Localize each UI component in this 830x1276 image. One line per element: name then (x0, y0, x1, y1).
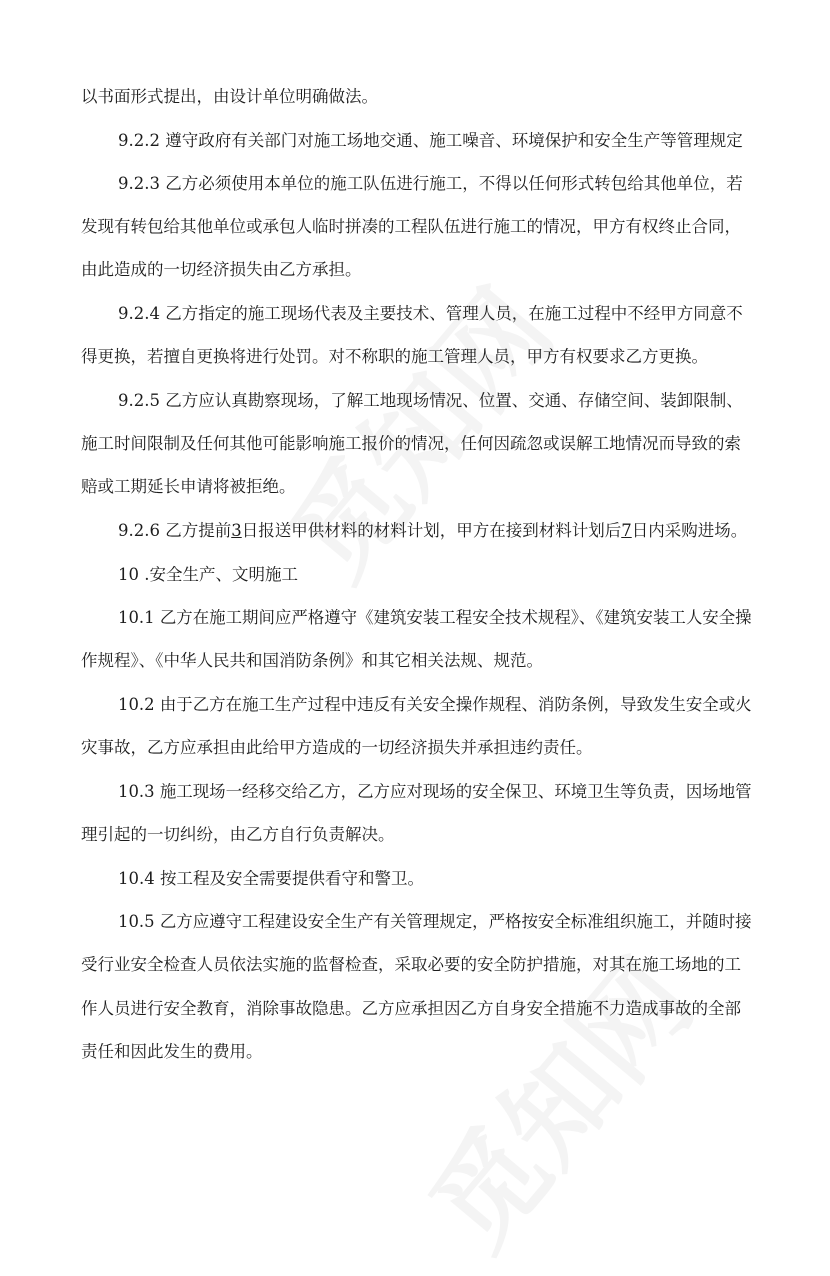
text-line: 10.1 乙方在施工期间应严格遵守《建筑安装工程安全技术规程》、《建筑安装工人安全操 (118, 608, 752, 627)
text-line: 赔或工期延长申请将被拒绝。 (81, 477, 296, 496)
materials-text-1: 9.2.6 乙方提前 (118, 521, 232, 540)
text-line: 责任和因此发生的费用。 (81, 1042, 263, 1061)
section-heading: 10 .安全生产、文明施工 (118, 565, 298, 584)
days-before-value: 3 (231, 521, 242, 540)
text-line: 9.2.5 乙方应认真勘察现场，了解工地现场情况、位置、交通、存储空间、装卸限制、 (118, 391, 743, 410)
text-line: 发现有转包给其他单位或承包人临时拼凑的工程队伍进行施工的情况，甲方有权终止合同， (81, 217, 741, 236)
text-line: 灾事故，乙方应承担由此给甲方造成的一切经济损失并承担违约责任。 (81, 738, 593, 757)
materials-text-2: 日报送甲供材料的材料计划，甲方在接到材料计划后 (241, 521, 622, 540)
text-line: 以书面形式提出，由设计单位明确做法。 (81, 87, 378, 106)
materials-text-3: 日内采购进场。 (631, 521, 748, 540)
text-line: 10.2 由于乙方在施工生产过程中违反有关安全操作规程、消防条例，导致发生安全或火 (118, 695, 752, 714)
text-line: 9.2.4 乙方指定的施工现场代表及主要技术、管理人员，在施工过程中不经甲方同意不 (118, 304, 743, 323)
text-line: 9.2.3 乙方必须使用本单位的施工队伍进行施工，不得以任何形式转包给其他单位，若 (118, 174, 743, 193)
text-line: 得更换，若擅自更换将进行处罚。对不称职的施工管理人员，甲方有权要求乙方更换。 (81, 347, 708, 366)
text-line: 9.2.2 遵守政府有关部门对施工场地交通、施工噪音、环境保护和安全生产等管理规定 (118, 131, 743, 150)
text-line: 10.3 施工现场一经移交给乙方，乙方应对现场的安全保卫、环境卫生等负责，因场地管 (118, 782, 752, 801)
text-line: 作人员进行安全教育，消除事故隐患。乙方应承担因乙方自身安全措施不力造成事故的全部 (81, 999, 741, 1018)
text-line: 理引起的一切纠纷，由乙方自行负责解决。 (81, 825, 395, 844)
text-line: 10.5 乙方应遵守工程建设安全生产有关管理规定，严格按安全标准组织施工，并随时接 (118, 912, 752, 931)
days-after-value: 7 (621, 521, 632, 540)
text-line: 受行业安全检查人员依法实施的监督检查，采取必要的安全防护措施，对其在施工场地的工 (81, 955, 741, 974)
text-line: 由此造成的一切经济损失由乙方承担。 (81, 260, 362, 279)
text-line: 施工时间限制及任何其他可能影响施工报价的情况，任何因疏忽或误解工地情况而导致的索 (81, 434, 741, 453)
text-line: 10.4 按工程及安全需要提供看守和警卫。 (118, 869, 424, 888)
materials-plan-line (118, 519, 747, 543)
text-line: 作规程》、《中华人民共和国消防条例》和其它相关法规、规范。 (81, 651, 543, 670)
